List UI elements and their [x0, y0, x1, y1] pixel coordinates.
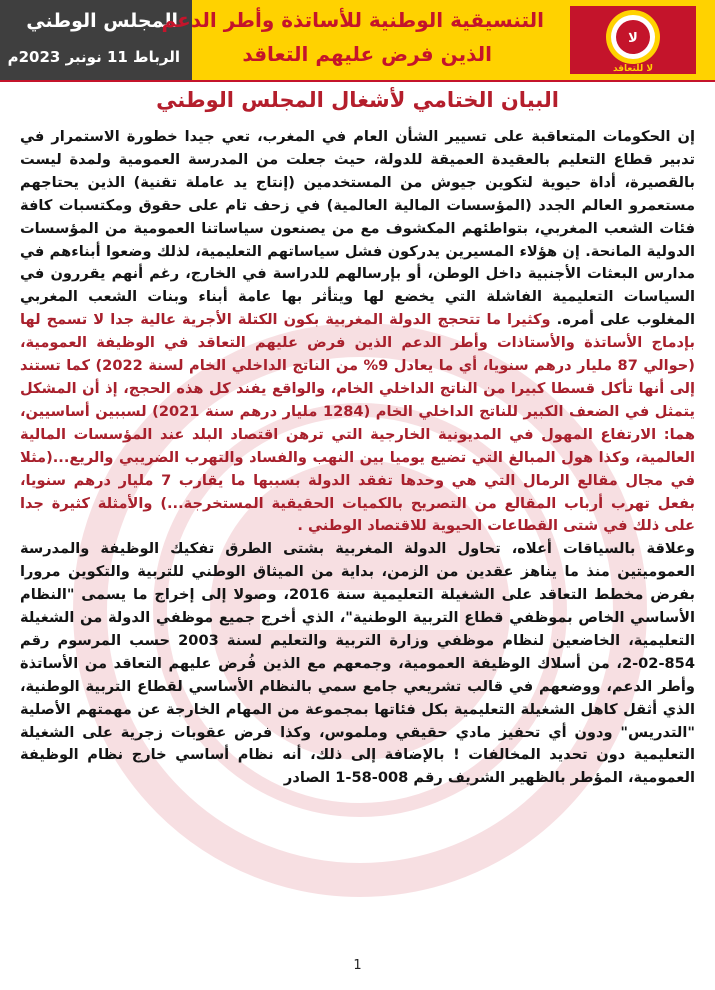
paragraph-1-highlight: وكثيرا ما تتحجج الدولة المغربية بكون الكتلة الأجرية عالية جدا لا تسمح لها بإدماج الأساتذة والأستاذات وأطر الدعم الذين فرض عليهم التعاقد في الوظيفة العمومية، (حوالي 87 مليار درهم سنويا، أي ما يعادل 9% من الناتج الداخلي الخام لسنة 2022) كما تستند إلى أنها تأكل قسطا كبيرا من الناتج الداخلي الخام، والواقع يفند كل هذه الحجج، إذ أن المشكل يتمثل في الضعف الكبير للناتج الداخلي الخام (1284 مليار درهم سنة 2021) لسببين أساسيين، هما: الارتفاع المهول في المديونية الخارجية التي ترهن اقتصاد البلد عند المؤسسات المالية العالمية، وكذا هول المبالغ التي تضيع يوميا بين النهب والفساد والتهرب الضريبي والريع...(مثلا في مجال مقالع الرمال التي هي وحدها تفقد الدولة بسببها ما يقارب 7 مليار درهم سنويا، بفعل تهرب أرباب المقالع من التصريح بالكميات الحقيقية المستخرجة...) والأمثلة كثيرة جدا على ذلك في شتى القطاعات الحيوية للاقتصاد الوطني . [20, 311, 695, 535]
paragraph-2: وعلاقة بالسياقات أعلاه، تحاول الدولة المغربية بشتى الطرق تفكيك الوظيفة والمدرسة العموميتين منذ ما يناهز عقدين من الزمن، بداية من الميثاق الوطني للتربية والتكوين مرورا بفرض مخطط التعاقد على الشغيلة التعليمية سنة 2016، وصولا إلى إخراج ما يسمى "النظام الأساسي الخاص بموظفي قطاع التربية الوطنية"، الذي أخرج جميع موظفي الدولة من الشغيلة التعليمية، الخاضعين لنظام موظفي وزارة التربية والتعليم لسنة 2003 حسب المرسوم رقم 854-02-2، من أسلاك الوظيفة العمومية، وجمعهم مع الذين فُرض عليهم التعاقد من الأساتذة وأطر الدعم، ووضعهم في قالب تشريعي جامع سمي بالنظام الأساسي لقطاع التربية الوطنية، الذي أثقل كاهل الشغيلة التعليمية بكل فئاتها بمجموعة من المهام الخارجة عن مهمتهم الأصلية "التدريس" ودون أي تحفيز مادي حقيقي وملموس، وكذا فرض عقوبات زجرية على الشغيلة التعليمية دون تحديد المخالفات ! بالإضافة إلى ذلك، أنه نظام أساسي خارج نظام الوظيفة العمومية، المؤطر بالظهير الشريف رقم 008-58-1 الصادر [20, 540, 695, 787]
header-divider [0, 80, 715, 82]
org-name-line2: الذين فرض عليهم التعاقد [242, 42, 492, 66]
paragraph-1 [20, 126, 695, 538]
page-title: البيان الختامي لأشغال المجلس الوطني [156, 88, 559, 112]
header-logo-panel [552, 0, 715, 80]
page-number: 1 [353, 958, 362, 973]
org-name-line1: التنسيقية الوطنية للأساتذة وأطر الدعم [161, 8, 544, 32]
date-label: الرباط 11 نونبر 2023م [7, 48, 180, 66]
paragraph-1-intro: إن الحكومات المتعاقبة على تسيير الشأن العام في المغرب، تعي جيدا خطورة الاستمرار في تدبير قطاع التعليم بالعقيدة العميقة للدولة، حيث جعلت من المدرسة العمومية ولمدة ليست بالقصيرة، أداة حيوية لتكوين جيوش من المستخدمين (إنتاج يد عاملة تقنية) الذين يحتاجهم مستعمرو العالم الجدد (المؤسسات المالية العالمية) في زحف تام على حقوق ومكتسبات كافة فئات الشعب المغربي، بتواطئهم المكشوف مع من يصنعون سياساتنا العمومية من المؤسسات الدولية المانحة. إن هؤلاء المسيرين يدركون فشل سياساتهم التعليمية، لذلك وضعوا أبناءهم في مدارس البعثات الأجنبية داخل الوطن، أو بإرسالهم للدراسة في الخارج، رغم أنهم يقررون في السياسات التعليمية الفاشلة التي يخضع لها ويتأثر بها عامة أبناء وبنات الشعب المغربي المغلوب على أمره. [20, 128, 695, 329]
statement-body [20, 126, 695, 790]
organization-logo [568, 4, 698, 76]
header-org-name [161, 0, 552, 80]
svg-text:لا: لا [628, 31, 638, 46]
council-label: المجلس الوطني [26, 10, 178, 32]
header [0, 0, 715, 80]
svg-text:لا للتعاقد: لا للتعاقد [612, 64, 654, 74]
